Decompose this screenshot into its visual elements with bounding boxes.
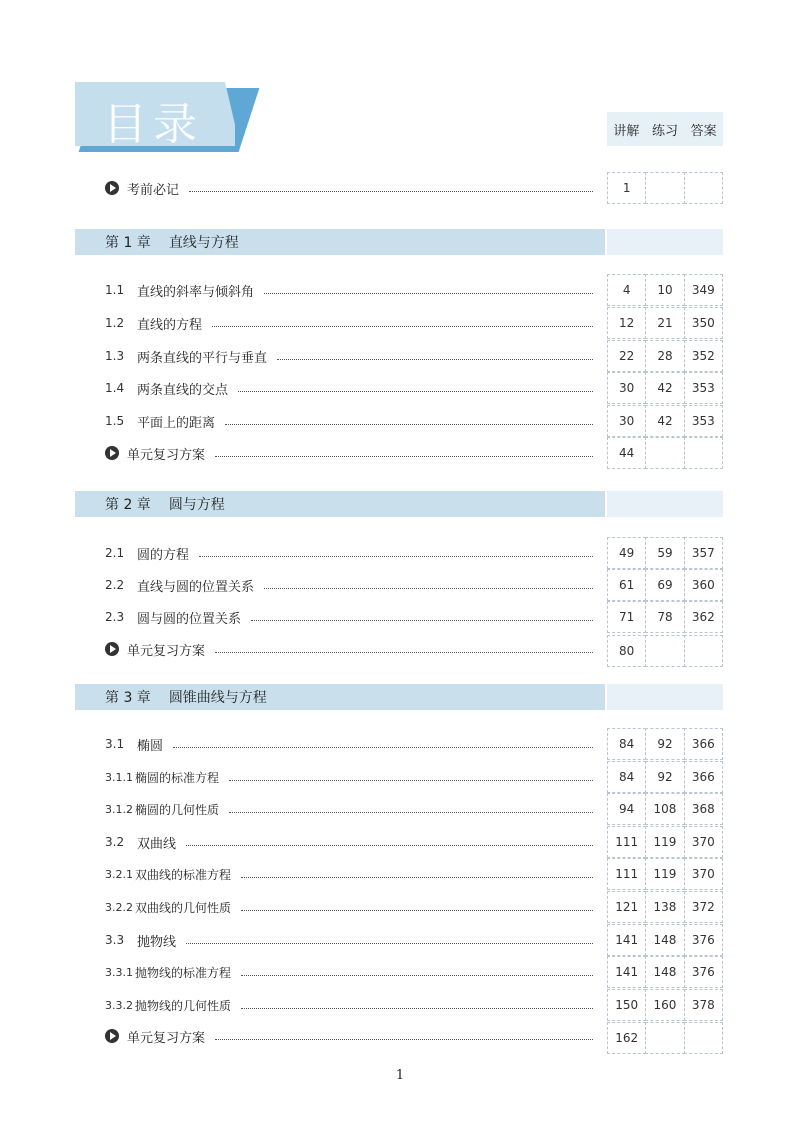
toc-subentry[interactable]	[105, 891, 605, 923]
toc-entry-label: 两条直线的交点	[137, 382, 229, 398]
page-cell-answers	[684, 172, 723, 204]
toc-entry-label: 抛物线的几何性质	[135, 998, 232, 1013]
page-cell-answers: 370	[684, 858, 723, 890]
section-number: 3.3	[105, 933, 125, 947]
page-cell-lecture: 4	[607, 274, 646, 306]
page-cells	[607, 826, 723, 858]
toc-entry-label: 直线与圆的位置关系	[137, 579, 255, 595]
column-header-answers: 答案	[690, 123, 717, 139]
dot-leader	[229, 780, 593, 781]
dot-leader	[225, 424, 593, 425]
page-cell-answers: 360	[684, 569, 723, 601]
page-cells	[607, 989, 723, 1021]
toc-entry[interactable]	[105, 405, 605, 437]
arrow-bullet-icon	[105, 181, 119, 195]
toc-entry-label: 抛物线的标准方程	[135, 965, 232, 980]
page-cell-answers: 353	[684, 372, 723, 404]
page-cell-answers: 349	[684, 274, 723, 306]
dot-leader	[264, 588, 593, 589]
column-header-lecture: 讲解	[613, 123, 640, 139]
dot-leader	[229, 812, 593, 813]
page-cell-answers: 350	[684, 307, 723, 339]
page-cell-practice: 59	[645, 537, 684, 569]
dot-leader	[241, 975, 593, 976]
section-number: 2.2	[105, 578, 125, 592]
toc-entry-review[interactable]	[105, 633, 605, 665]
column-header	[607, 112, 723, 146]
dot-leader	[264, 293, 593, 294]
subsection-number: 3.1.1	[105, 770, 133, 784]
toc-entry[interactable]	[105, 537, 605, 569]
page-cell-answers: 352	[684, 340, 723, 372]
page-cell-lecture: 44	[607, 437, 646, 469]
page-cell-lecture: 121	[607, 891, 646, 923]
page-cell-lecture: 80	[607, 635, 646, 667]
arrow-bullet-icon	[105, 446, 119, 460]
toc-entry[interactable]	[105, 372, 605, 404]
page-cell-practice: 148	[645, 956, 684, 988]
page-cells	[607, 307, 723, 339]
dot-leader	[186, 943, 593, 944]
chapter-title: 直线与方程	[168, 235, 239, 251]
section-number: 1.3	[105, 349, 125, 363]
page-cell-answers: 366	[684, 761, 723, 793]
section-number: 2.1	[105, 546, 125, 560]
page-cell-practice: 108	[645, 793, 684, 825]
subsection-number: 3.2.1	[105, 867, 133, 881]
toc-entry[interactable]	[105, 601, 605, 633]
page-cell-practice	[645, 437, 684, 469]
page-cells	[607, 569, 723, 601]
toc-entry-label: 圆的方程	[137, 547, 190, 563]
dot-leader	[215, 456, 593, 457]
page-cells	[607, 956, 723, 988]
page-cell-practice: 21	[645, 307, 684, 339]
dot-leader	[215, 652, 593, 653]
dot-leader	[251, 620, 593, 621]
page-cell-lecture: 30	[607, 372, 646, 404]
chapter-bar-extension	[607, 229, 723, 255]
dot-leader	[215, 1039, 593, 1040]
page-cell-practice	[645, 635, 684, 667]
page-cell-lecture: 22	[607, 340, 646, 372]
page-cells	[607, 437, 723, 469]
page-cell-answers: 362	[684, 601, 723, 633]
page-cells	[607, 274, 723, 306]
dot-leader	[212, 326, 593, 327]
page-cell-answers: 376	[684, 924, 723, 956]
page-cell-practice: 92	[645, 761, 684, 793]
page-cell-answers: 378	[684, 989, 723, 1021]
toc-entry-label: 单元复习方案	[127, 1030, 206, 1046]
dot-leader	[199, 556, 593, 557]
dot-leader	[241, 1008, 593, 1009]
page-cell-practice: 28	[645, 340, 684, 372]
chapter-bar-extension	[607, 491, 723, 517]
toc-entry-label: 单元复习方案	[127, 643, 206, 659]
subsection-number: 3.1.2	[105, 802, 133, 816]
dot-leader	[241, 910, 593, 911]
page-cell-answers	[684, 1022, 723, 1054]
page-cell-answers: 366	[684, 728, 723, 760]
toc-entry[interactable]	[105, 340, 605, 372]
page-cell-answers	[684, 635, 723, 667]
section-number: 1.5	[105, 414, 125, 428]
page-cell-answers: 353	[684, 405, 723, 437]
column-header-practice: 练习	[652, 123, 679, 139]
page-cells	[607, 537, 723, 569]
page-cell-practice: 148	[645, 924, 684, 956]
page-cells	[607, 340, 723, 372]
page-cell-practice: 160	[645, 989, 684, 1021]
toc-entry-label: 平面上的距离	[137, 415, 216, 431]
page-cell-lecture: 84	[607, 761, 646, 793]
page-cell-lecture: 49	[607, 537, 646, 569]
page-cell-lecture: 141	[607, 924, 646, 956]
page-cell-lecture: 30	[607, 405, 646, 437]
page-cell-answers: 372	[684, 891, 723, 923]
chapter-title: 圆锥曲线与方程	[168, 690, 267, 706]
chapter-bar-extension	[607, 684, 723, 710]
toc-entry-label: 椭圆	[137, 738, 164, 754]
dot-leader	[241, 877, 593, 878]
toc-entry-label: 椭圆的几何性质	[135, 802, 220, 817]
page-cell-practice: 42	[645, 405, 684, 437]
dot-leader	[238, 391, 593, 392]
toc-entry[interactable]	[105, 924, 605, 956]
chapter-bar[interactable]	[75, 684, 605, 710]
toc-subentry[interactable]	[105, 793, 605, 825]
chapter-bar[interactable]	[75, 229, 605, 255]
page-cells	[607, 761, 723, 793]
toc-entry[interactable]	[105, 826, 605, 858]
page-cell-answers: 368	[684, 793, 723, 825]
subsection-number: 3.3.1	[105, 965, 133, 979]
dot-leader	[189, 191, 593, 192]
toc-entry[interactable]	[105, 728, 605, 760]
page-cell-practice: 78	[645, 601, 684, 633]
toc-entry-label: 抛物线	[137, 934, 177, 950]
toc-subentry[interactable]	[105, 858, 605, 890]
page-cell-lecture: 12	[607, 307, 646, 339]
page-cell-lecture: 1	[607, 172, 646, 204]
dot-leader	[277, 359, 593, 360]
chapter-number: 第 2 章	[105, 497, 151, 513]
chapter-title: 圆与方程	[168, 497, 225, 513]
page-cell-answers: 376	[684, 956, 723, 988]
section-number: 2.3	[105, 610, 125, 624]
page-cell-practice: 119	[645, 826, 684, 858]
page-cell-lecture: 162	[607, 1022, 646, 1054]
page-cell-practice: 119	[645, 858, 684, 890]
page-cell-practice: 69	[645, 569, 684, 601]
chapter-bar[interactable]	[75, 491, 605, 517]
toc-subentry[interactable]	[105, 761, 605, 793]
page-cell-lecture: 150	[607, 989, 646, 1021]
section-number: 1.1	[105, 283, 125, 297]
page-cells	[607, 924, 723, 956]
toc-entry-label: 双曲线的标准方程	[135, 867, 232, 882]
section-number: 1.4	[105, 381, 125, 395]
page-cells	[607, 601, 723, 633]
page-cell-lecture: 61	[607, 569, 646, 601]
page-cells	[607, 891, 723, 923]
toc-entry-review[interactable]	[105, 1020, 605, 1052]
toc-entry-prelude[interactable]	[105, 172, 605, 204]
arrow-bullet-icon	[105, 642, 119, 656]
page-cell-answers: 357	[684, 537, 723, 569]
page-cell-practice: 138	[645, 891, 684, 923]
chapter-number: 第 1 章	[105, 235, 151, 251]
title-block	[75, 82, 255, 154]
page-cell-lecture: 71	[607, 601, 646, 633]
subsection-number: 3.3.2	[105, 998, 133, 1012]
toc-entry-label: 两条直线的平行与垂直	[137, 350, 268, 366]
page-cell-answers	[684, 437, 723, 469]
arrow-bullet-icon	[105, 1029, 119, 1043]
page-cells	[607, 1022, 723, 1054]
page-cell-practice	[645, 1022, 684, 1054]
dot-leader	[173, 747, 593, 748]
page-cell-lecture: 111	[607, 858, 646, 890]
section-number: 1.2	[105, 316, 125, 330]
toc-entry[interactable]	[105, 307, 605, 339]
subsection-number: 3.2.2	[105, 900, 133, 914]
toc-entry[interactable]	[105, 569, 605, 601]
page-cells	[607, 405, 723, 437]
toc-subentry[interactable]	[105, 989, 605, 1021]
toc-entry-label: 直线的方程	[137, 317, 203, 333]
page-cell-answers: 370	[684, 826, 723, 858]
toc-entry-label: 椭圆的标准方程	[135, 770, 220, 785]
toc-entry-label: 圆与圆的位置关系	[137, 611, 242, 627]
page-title: 目录	[103, 99, 203, 150]
toc-subentry[interactable]	[105, 956, 605, 988]
toc-entry-label: 双曲线	[137, 836, 177, 852]
toc-entry-label: 直线的斜率与倾斜角	[137, 284, 255, 300]
page-cell-lecture: 141	[607, 956, 646, 988]
page-cells	[607, 172, 723, 204]
toc-entry-label: 考前必记	[127, 182, 180, 198]
section-number: 3.1	[105, 737, 125, 751]
page-cells	[607, 372, 723, 404]
page-cell-lecture: 111	[607, 826, 646, 858]
toc-entry[interactable]	[105, 274, 605, 306]
page-cell-lecture: 94	[607, 793, 646, 825]
chapter-number: 第 3 章	[105, 690, 151, 706]
section-number: 3.2	[105, 835, 125, 849]
page-cells	[607, 728, 723, 760]
page-number: 1	[395, 1068, 405, 1083]
page-cells	[607, 635, 723, 667]
page-cell-practice: 10	[645, 274, 684, 306]
page-cell-practice: 42	[645, 372, 684, 404]
toc-entry-label: 单元复习方案	[127, 447, 206, 463]
page-cells	[607, 793, 723, 825]
dot-leader	[186, 845, 593, 846]
toc-entry-label: 双曲线的几何性质	[135, 900, 232, 915]
toc-entry-review[interactable]	[105, 437, 605, 469]
page-cell-practice	[645, 172, 684, 204]
page-cell-lecture: 84	[607, 728, 646, 760]
page-cell-practice: 92	[645, 728, 684, 760]
page-cells	[607, 858, 723, 890]
